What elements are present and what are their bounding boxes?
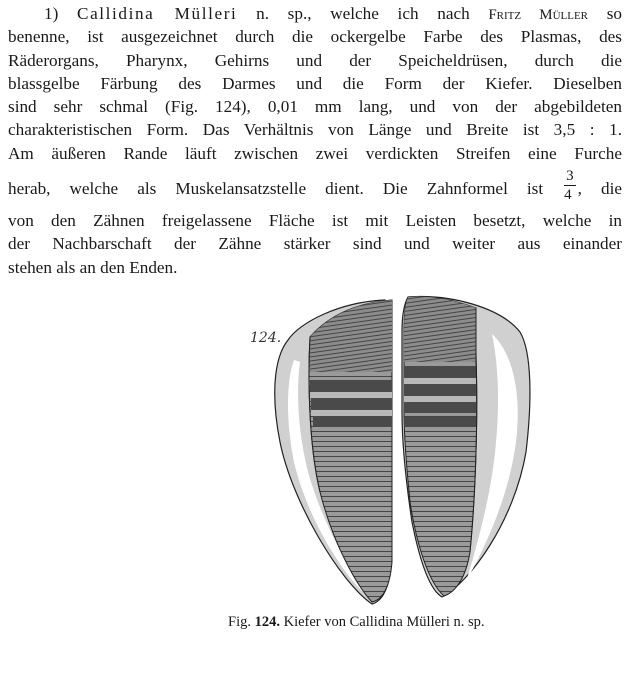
fraction-numerator: 3: [566, 168, 574, 185]
text-line-1: [8, 2, 622, 25]
figure-caption: [228, 614, 485, 631]
text-line-3: Räderorgans, Pharynx, Gehirns und der Speicheldrüsen, durch die: [8, 50, 622, 70]
text-run: herab, welche als Muskelansatzstelle dient. Die Zahnformel ist: [8, 179, 544, 199]
figure-label: 124.: [250, 330, 282, 346]
caption-text: Kiefer von Callidina Mülleri n. sp.: [283, 614, 485, 630]
species-name: Callidina Mülleri: [77, 4, 238, 23]
tooth-formula-fraction: [564, 169, 576, 203]
text-line-6: charakteristischen Form. Das Verhältnis von Länge und Breite ist 3,5 : 1.: [8, 120, 622, 140]
author-name: Fritz Müller: [488, 7, 589, 23]
text-line-5: sind sehr schmal (Fig. 124), 0,01 mm lang, und von der abgebildeten: [8, 97, 622, 117]
text-line-10: der Nachbarschaft der Zähne stärker sind und weiter aus einander: [8, 234, 622, 254]
text-line-2: benenne, ist ausgezeichnet durch die ockergelbe Farbe des Plasmas, des: [8, 27, 622, 47]
caption-figure-number: 124.: [254, 614, 280, 630]
item-number: 1): [44, 4, 77, 23]
text-run: so: [588, 4, 622, 23]
figure-124-jaws: [230, 292, 550, 607]
body-paragraph: [8, 2, 622, 279]
text-line-9: von den Zähnen freigelassene Fläche ist mit Leisten besetzt, welche in: [8, 211, 622, 231]
text-line-8: [8, 165, 622, 209]
text-line-11: stehen als an den Enden.: [8, 257, 178, 277]
text-line-7: Am äußeren Rande läuft zwischen zwei verdickten Streifen eine Furche: [8, 143, 622, 163]
text-run: n. sp., welche ich nach: [237, 4, 489, 23]
text-run: , die: [577, 179, 623, 199]
fraction-denominator: 4: [564, 187, 572, 204]
caption-prefix: Fig.: [228, 614, 251, 630]
text-line-4: blassgelbe Färbung des Darmes und die Form der Kiefer. Dieselben: [8, 73, 622, 93]
